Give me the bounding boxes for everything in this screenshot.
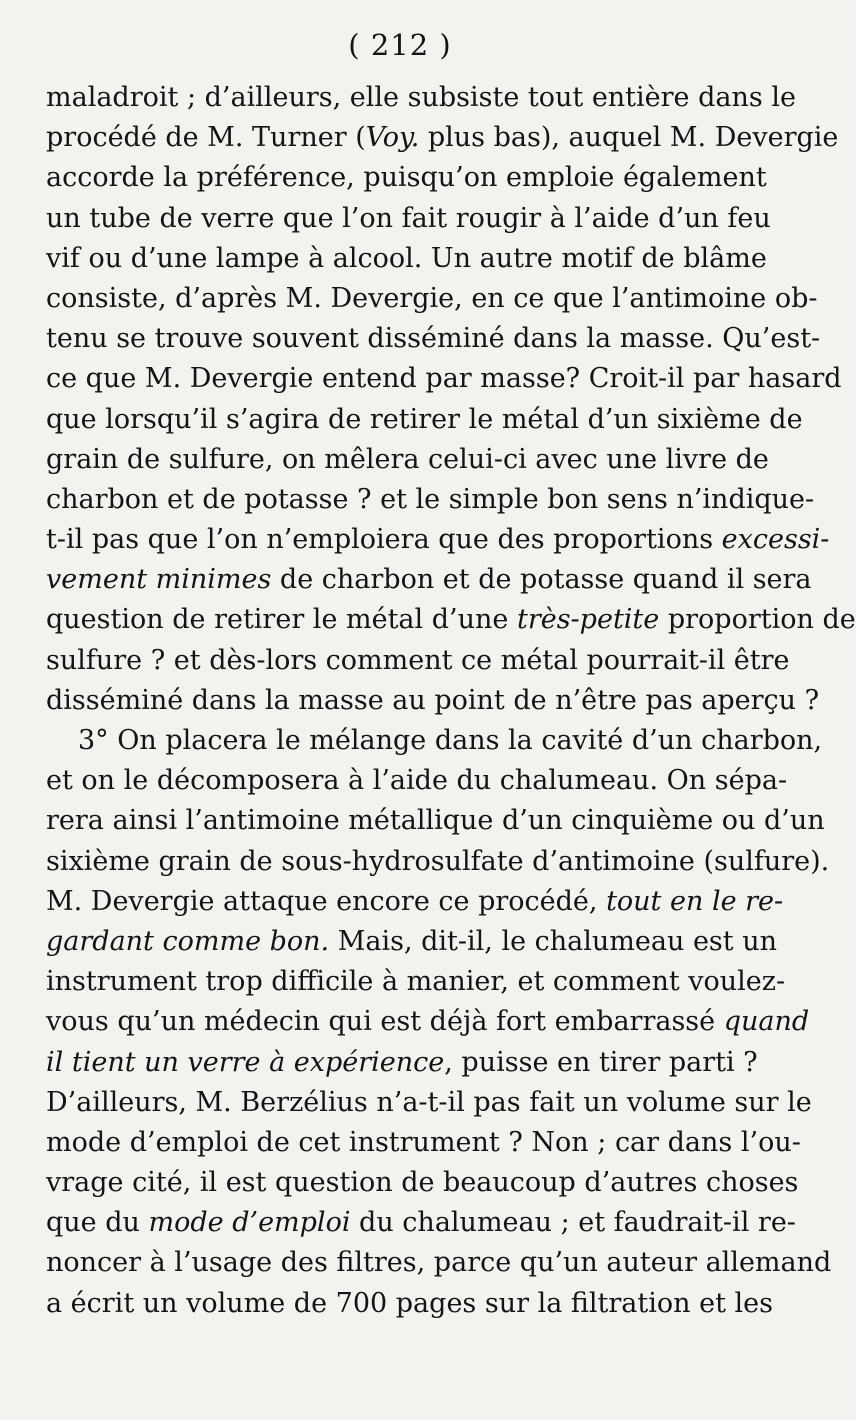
text-run: disséminé dans la masse au point de n’être pas aperçu ? bbox=[46, 684, 820, 716]
text-line bbox=[46, 279, 818, 319]
text-line bbox=[46, 1203, 796, 1243]
text-line bbox=[46, 480, 815, 520]
text-run: , puisse en tirer parti ? bbox=[444, 1046, 758, 1078]
text-line bbox=[46, 520, 830, 560]
text-line bbox=[46, 400, 803, 440]
text-line bbox=[46, 641, 790, 681]
text-line bbox=[46, 319, 821, 359]
text-run: du chalumeau ; et faudrait-il re- bbox=[350, 1207, 796, 1239]
text-run: D’ailleurs, M. Berzélius n’a-t-il pas fait un volume sur le bbox=[46, 1086, 812, 1118]
text-run: proportion de bbox=[659, 604, 856, 636]
text-line bbox=[46, 962, 786, 1002]
italic-text: Voy. bbox=[365, 122, 420, 154]
text-run: que lorsqu’il s’agira de retirer le métal d’un sixième de bbox=[46, 403, 803, 435]
text-line bbox=[46, 721, 823, 761]
text-line bbox=[46, 922, 777, 962]
text-line bbox=[46, 78, 796, 118]
text-run: procédé de M. Turner ( bbox=[46, 122, 366, 154]
text-run: question de retirer le métal d’une bbox=[46, 604, 517, 636]
text-run: et on le décomposera à l’aide du chalumeau. On sépa- bbox=[46, 765, 788, 797]
text-run: noncer à l’usage des filtres, parce qu’un auteur allemand bbox=[46, 1247, 832, 1279]
text-run: grain de sulfure, on mêlera celui-ci avec une livre de bbox=[46, 443, 769, 475]
text-run: tenu se trouve souvent disséminé dans la masse. Qu’est- bbox=[46, 323, 821, 355]
text-line bbox=[46, 359, 842, 399]
text-run: M. Devergie attaque encore ce procédé, bbox=[46, 885, 607, 917]
italic-text: excessi- bbox=[721, 524, 830, 556]
italic-text: quand bbox=[723, 1006, 810, 1038]
text-run: maladroit ; d’ailleurs, elle subsiste tout entière dans le bbox=[46, 82, 796, 113]
text-run: ce que M. Devergie entend par masse? Croit-il par hasard bbox=[46, 363, 842, 395]
text-line bbox=[46, 882, 784, 922]
text-line bbox=[46, 239, 767, 279]
text-run: rera ainsi l’antimoine métallique d’un cinquième ou d’un bbox=[46, 805, 825, 837]
text-line bbox=[46, 199, 771, 239]
italic-text: très-petite bbox=[516, 604, 660, 636]
text-line bbox=[46, 1243, 832, 1283]
text-line bbox=[46, 1002, 810, 1042]
italic-text: il tient un verre à expérience bbox=[46, 1046, 445, 1078]
text-line bbox=[46, 681, 820, 721]
text-run: de charbon et de potasse quand il sera bbox=[271, 564, 812, 596]
text-run: a écrit un volume de 700 pages sur la filtration et les bbox=[46, 1287, 773, 1319]
text-run: plus bas), auquel M. Devergie bbox=[419, 122, 839, 154]
text-line bbox=[46, 761, 788, 801]
page-number: ( 212 ) bbox=[348, 28, 452, 62]
text-run: charbon et de potasse ? et le simple bon sens n’indique- bbox=[46, 483, 815, 515]
text-line bbox=[46, 1083, 812, 1123]
text-run: vous qu’un médecin qui est déjà fort embarrassé bbox=[46, 1006, 724, 1038]
text-line bbox=[46, 1284, 773, 1324]
text-line bbox=[46, 158, 767, 198]
text-run: mode d’emploi de cet instrument ? Non ; car dans l’ou- bbox=[46, 1126, 801, 1158]
text-run: sulfure ? et dès-lors comment ce métal pourrait-il être bbox=[46, 644, 790, 676]
text-run: consiste, d’après M. Devergie, en ce que l’antimoine ob- bbox=[46, 282, 818, 314]
text-line bbox=[46, 1123, 801, 1163]
text-line bbox=[46, 842, 830, 882]
italic-text: gardant comme bon. bbox=[46, 925, 330, 957]
text-run: vif ou d’une lampe à alcool. Un autre motif de blâme bbox=[46, 242, 767, 274]
body-text bbox=[46, 78, 856, 1324]
text-line bbox=[46, 1163, 799, 1203]
text-run: Mais, dit-il, le chalumeau est un bbox=[329, 925, 777, 957]
italic-text: vement minimes bbox=[46, 564, 272, 596]
italic-text: mode d’emploi bbox=[148, 1207, 351, 1239]
text-run: instrument trop difficile à manier, et comment voulez- bbox=[46, 966, 786, 998]
text-run: vrage cité, il est question de beaucoup d’autres choses bbox=[46, 1167, 799, 1199]
italic-text: tout en le re- bbox=[606, 885, 784, 917]
text-run: que du bbox=[46, 1207, 149, 1239]
text-run: un tube de verre que l’on fait rougir à l’aide d’un feu bbox=[46, 202, 771, 234]
text-line bbox=[46, 118, 839, 158]
text-line bbox=[46, 440, 769, 480]
text-line bbox=[46, 560, 812, 600]
text-line bbox=[46, 1043, 758, 1083]
text-line bbox=[46, 600, 856, 640]
text-line bbox=[46, 801, 825, 841]
text-run: accorde la préférence, puisqu’on emploie également bbox=[46, 162, 767, 194]
text-run: sixième grain de sous-hydrosulfate d’antimoine (sulfure). bbox=[46, 845, 830, 877]
text-run: t-il pas que l’on n’emploiera que des proportions bbox=[46, 524, 722, 556]
text-run: 3° On placera le mélange dans la cavité d’un charbon, bbox=[78, 725, 823, 756]
